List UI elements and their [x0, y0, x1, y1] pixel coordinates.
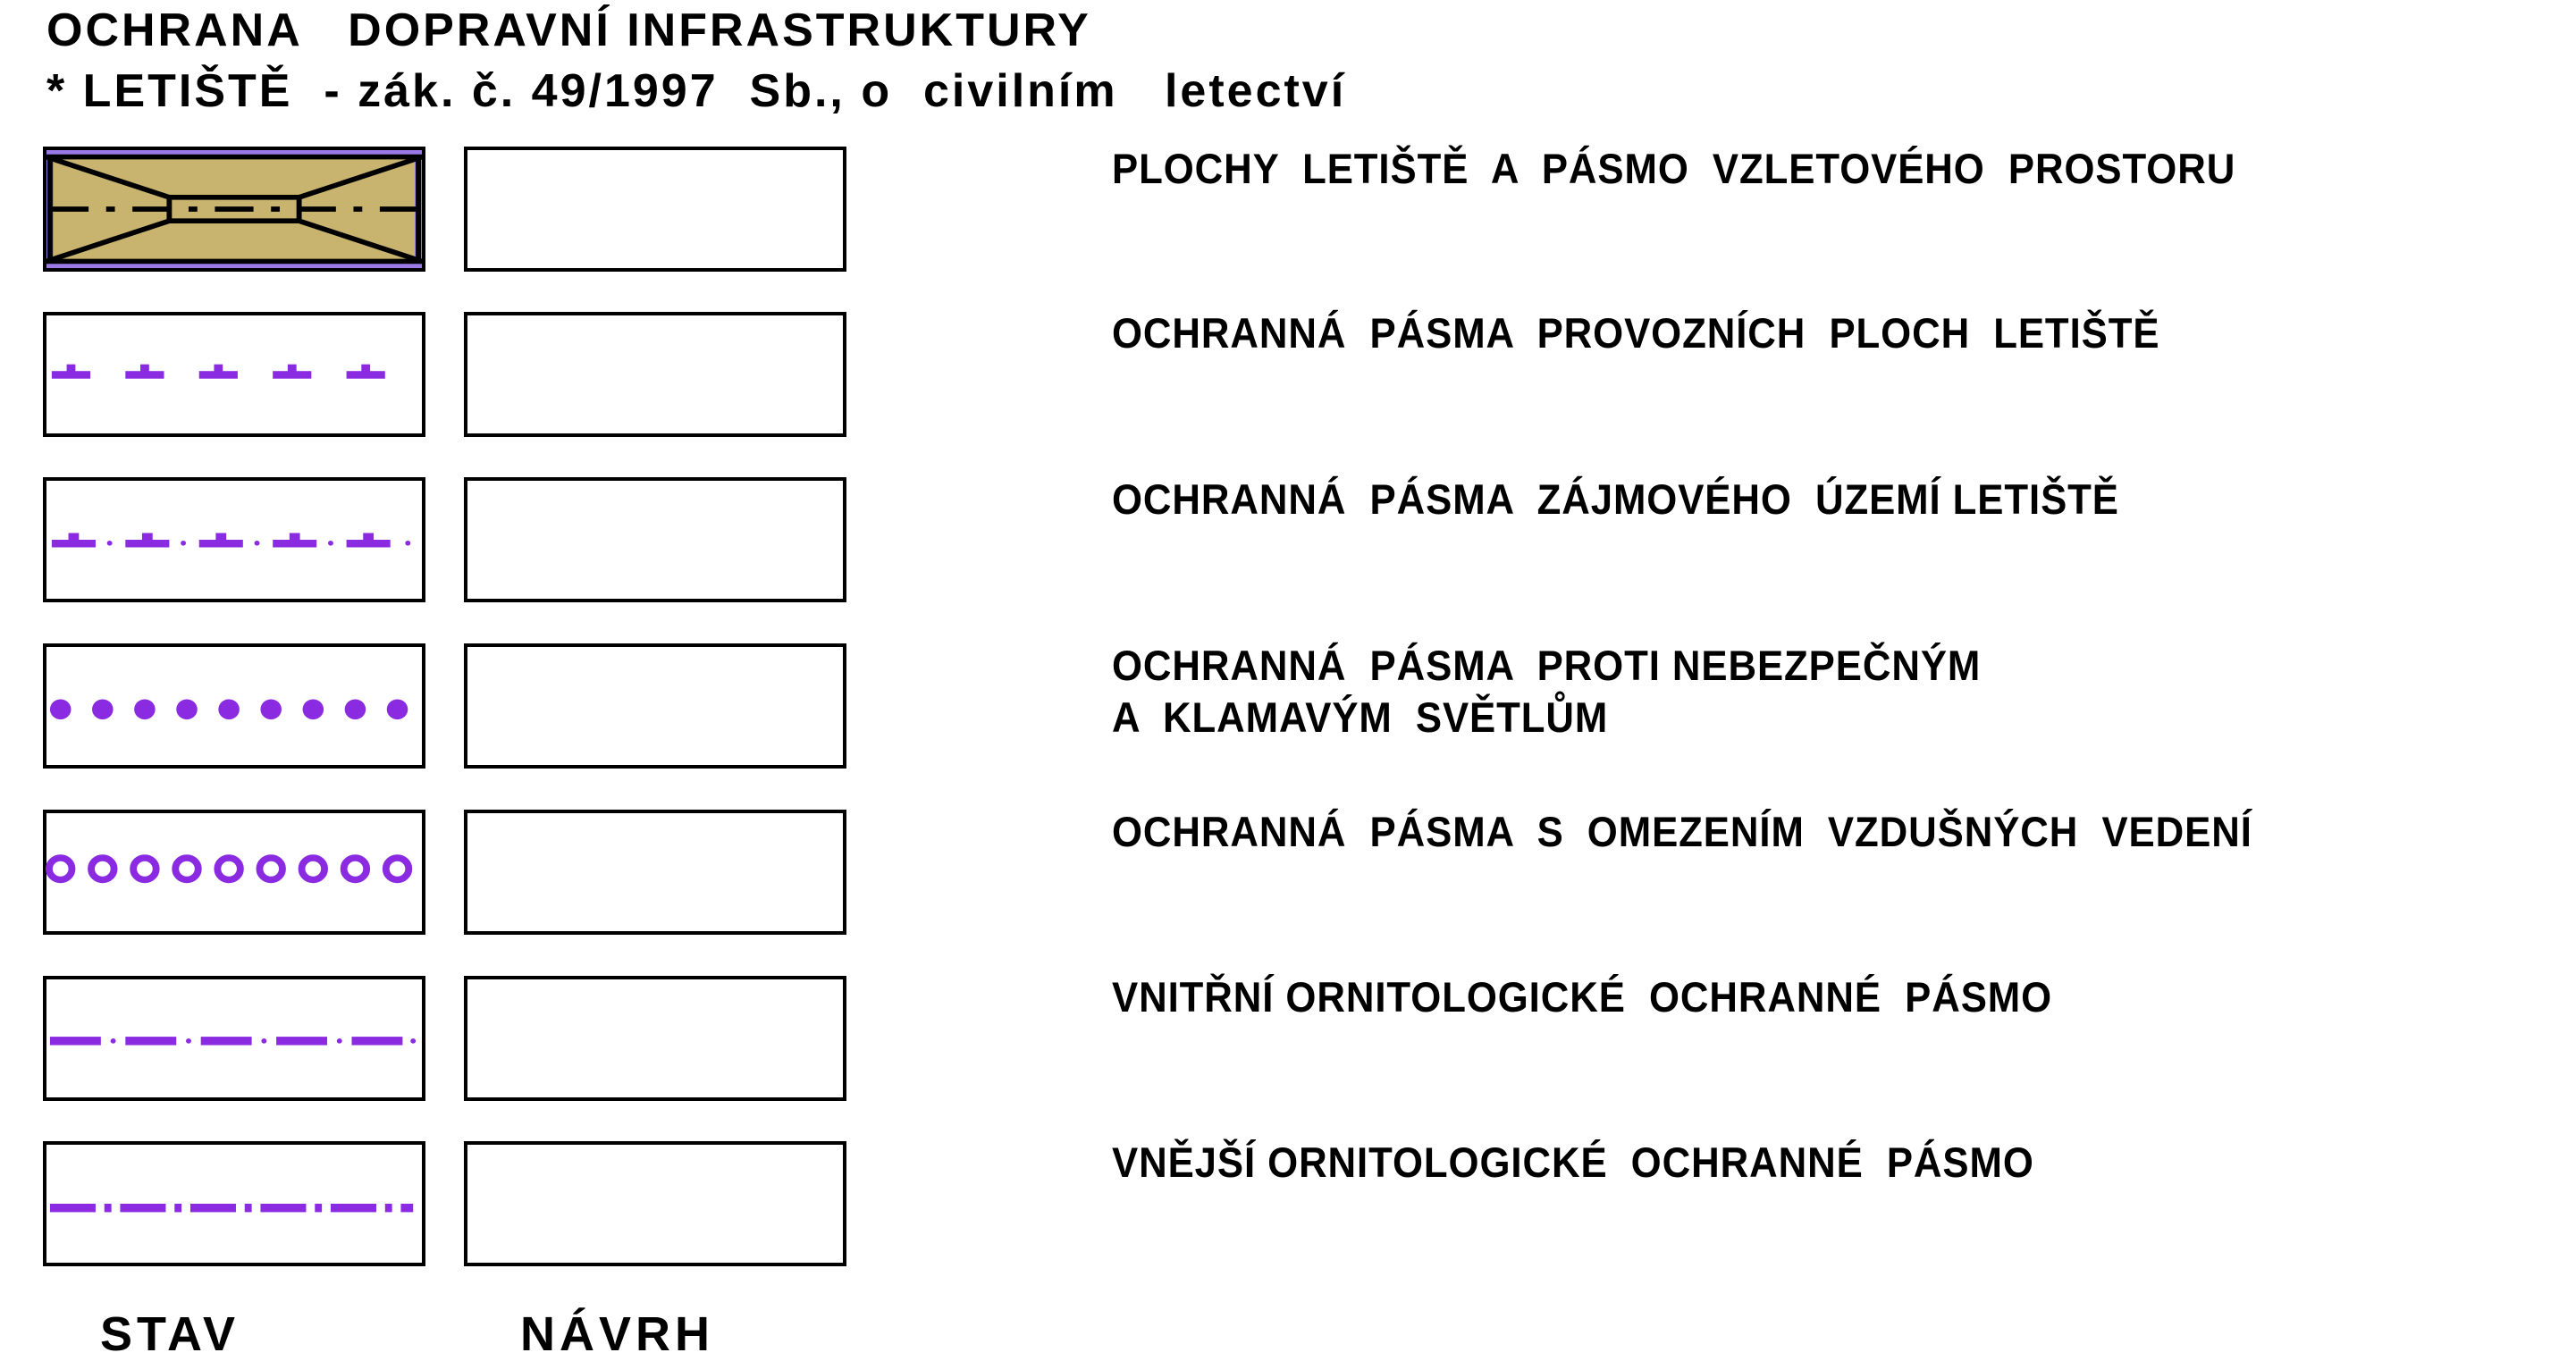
title-line-2: * LETIŠTĚ - zák. č. 49/1997 Sb., o civilním letectví	[46, 65, 1347, 117]
legend-label-lights: OCHRANNÁ PÁSMA PROTI NEBEZPEČNÝM A KLAMAVÝM SVĚTLŮM	[1112, 642, 1982, 741]
stav-box-aerial-lines	[43, 810, 425, 935]
stav-box-interest	[43, 477, 425, 602]
navrh-box-inner-ornithological	[464, 976, 846, 1101]
legend-label-interest: OCHRANNÁ PÁSMA ZÁJMOVÉHO ÚZEMÍ LETIŠTĚ	[1112, 475, 2119, 523]
interest-zone-symbol	[46, 481, 422, 599]
lights-zone-symbol	[46, 647, 422, 765]
title-line-1: OCHRANA DOPRAVNÍ INFRASTRUKTURY	[46, 4, 1091, 56]
inner-ornithological-symbol	[46, 979, 422, 1097]
legend-label-inner-ornithological: VNITŘNÍ ORNITOLOGICKÉ OCHRANNÉ PÁSMO	[1112, 973, 2053, 1021]
column-label-stav: STAV	[100, 1307, 240, 1361]
navrh-box-airfield	[464, 147, 846, 272]
aerial-lines-zone-symbol	[46, 813, 422, 931]
airfield-symbol	[46, 150, 422, 268]
legend-label-operational: OCHRANNÁ PÁSMA PROVOZNÍCH PLOCH LETIŠTĚ	[1112, 309, 2160, 357]
navrh-box-outer-ornithological	[464, 1141, 846, 1266]
navrh-box-aerial-lines	[464, 810, 846, 935]
outer-ornithological-symbol	[46, 1145, 422, 1263]
stav-box-outer-ornithological	[43, 1141, 425, 1266]
legend-label-aerial-lines: OCHRANNÁ PÁSMA S OMEZENÍM VZDUŠNÝCH VEDENÍ	[1112, 808, 2252, 855]
navrh-box-interest	[464, 477, 846, 602]
stav-box-lights	[43, 643, 425, 769]
stav-box-operational	[43, 312, 425, 437]
legend-label-outer-ornithological: VNĚJŠÍ ORNITOLOGICKÉ OCHRANNÉ PÁSMO	[1112, 1138, 2034, 1186]
navrh-box-operational	[464, 312, 846, 437]
legend-label-airfield: PLOCHY LETIŠTĚ A PÁSMO VZLETOVÉHO PROSTORU	[1112, 145, 2236, 192]
navrh-box-lights	[464, 643, 846, 769]
stav-box-inner-ornithological	[43, 976, 425, 1101]
operational-zone-symbol	[46, 315, 422, 433]
stav-box-airfield	[43, 147, 425, 272]
column-label-navrh: NÁVRH	[520, 1307, 715, 1361]
